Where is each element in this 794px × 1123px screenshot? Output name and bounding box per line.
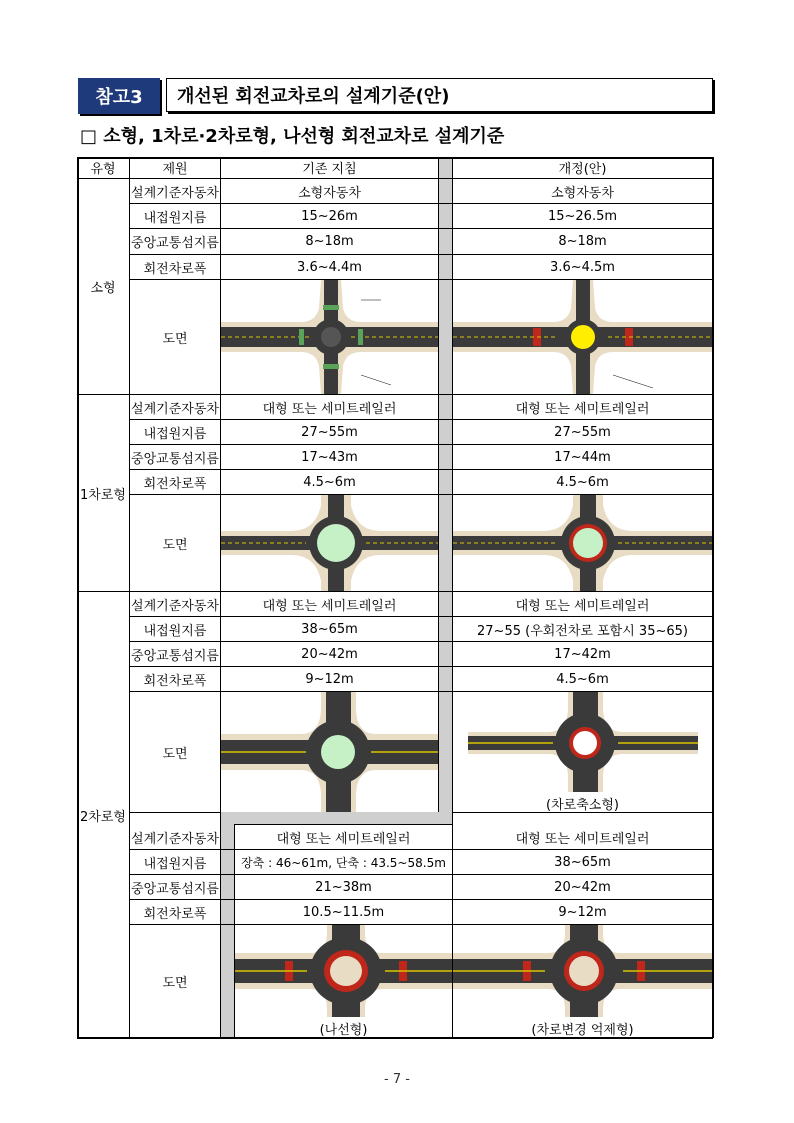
col-header-existing: 기존 지침 [302,162,357,177]
design-criteria-table [77,157,713,1038]
row-label-vehicle: 설계기준자동차 [131,401,219,417]
two-lane-b-revised-lane: 9~12m [558,904,607,920]
small-revised-vehicle: 소형자동차 [551,185,614,201]
one-lane-existing-lane: 4.5~6m [303,474,356,490]
one-lane-existing-inscribed: 27~55m [301,424,358,440]
small-existing-inscribed: 15~26m [301,208,358,224]
two-lane-b-existing-diagram [235,925,452,1017]
small-existing-apron: 8~18m [305,234,354,249]
two-lane-a-existing-lane: 9~12m [305,671,354,687]
col-header-type: 유형 [90,162,116,177]
row-label-apron: 중앙교통섬지름 [131,236,219,251]
two-lane-a-existing-inscribed: 38~65m [301,621,358,637]
two-lane-b-existing-inscribed: 장축 : 46~61m, 단축 : 43.5~58.5m [241,855,446,870]
row-label-inscribed: 내접원지름 [143,426,207,442]
two-lane-a-existing-diagram [221,692,438,812]
two-lane-b-existing-apron: 21~38m [315,879,372,895]
row-label-apron: 중앙교통섬지름 [131,881,219,897]
row-label-lane: 회전차로폭 [143,906,207,922]
two-lane-b-existing-lane: 10.5~11.5m [302,904,385,920]
small-revised-lane: 3.6~4.5m [550,259,615,275]
row-label-inscribed: 내접원지름 [143,623,207,639]
table-gutter [220,812,234,1038]
two-lane-a-existing-vehicle: 대형 또는 세미트레일러 [262,598,397,614]
row-label-inscribed: 내접원지름 [143,856,207,872]
two-lane-b-revised-inscribed: 38~65m [554,854,611,870]
two-lane-b-revised-diagram [453,925,712,1017]
one-lane-existing-diagram [221,495,438,591]
page-number: - 7 - [384,1072,410,1087]
small-revised-apron: 8~18m [558,234,607,249]
row-label-apron: 중앙교통섬지름 [131,648,219,664]
col-header-revised: 개정(안) [558,162,607,177]
two-lane-b-revised-caption: (차로변경 억제형) [531,1023,634,1038]
one-lane-existing-apron: 17~43m [301,449,358,465]
small-existing-diagram [221,280,438,394]
reference-tag: 참고3 [78,78,160,114]
one-lane-revised-lane: 4.5~6m [556,474,609,490]
one-lane-revised-apron: 17~44m [554,449,611,465]
row-label-apron: 중앙교통섬지름 [131,451,219,467]
two-lane-b-existing-vehicle: 대형 또는 세미트레일러 [276,831,411,847]
one-lane-existing-vehicle: 대형 또는 세미트레일러 [262,401,397,417]
row-label-drawing: 도면 [162,975,188,991]
row-label-vehicle: 설계기준자동차 [131,185,219,201]
row-label-drawing: 도면 [162,537,188,553]
row-label-lane: 회전차로폭 [143,476,207,492]
two-lane-a-revised-caption: (차로축소형) [546,798,619,813]
two-lane-b-revised-vehicle: 대형 또는 세미트레일러 [515,831,650,847]
one-lane-revised-inscribed: 27~55m [554,424,611,440]
two-lane-a-revised-apron: 17~42m [554,646,611,662]
row-label-inscribed: 내접원지름 [143,210,207,226]
group-two-lane: 2차로형 [80,809,126,825]
two-lane-b-existing-caption: (나선형) [319,1023,368,1038]
col-header-item: 제원 [162,162,188,177]
row-label-drawing: 도면 [162,331,188,347]
two-lane-a-revised-vehicle: 대형 또는 세미트레일러 [515,598,650,614]
two-lane-b-revised-apron: 20~42m [554,879,611,895]
small-existing-vehicle: 소형자동차 [298,185,361,201]
two-lane-a-existing-apron: 20~42m [301,646,358,662]
one-lane-revised-vehicle: 대형 또는 세미트레일러 [515,401,650,417]
row-label-lane: 회전차로폭 [143,261,207,277]
small-revised-diagram [453,280,712,394]
row-label-drawing: 도면 [162,746,188,762]
row-label-vehicle: 설계기준자동차 [131,831,219,847]
row-label-vehicle: 설계기준자동차 [131,598,219,614]
small-revised-inscribed: 15~26.5m [547,208,618,224]
table-gutter [220,812,452,824]
two-lane-a-revised-lane: 4.5~6m [556,671,609,687]
one-lane-revised-diagram [453,495,712,591]
small-existing-lane: 3.6~4.4m [297,259,362,275]
row-label-lane: 회전차로폭 [143,673,207,689]
page-title: 개선된 회전교차로의 설계기준(안) [166,78,713,112]
group-small: 소형 [90,281,116,296]
group-one-lane: 1차로형 [80,487,126,503]
section-heading: □ 소형, 1차로·2차로형, 나선형 회전교차로 설계기준 [80,126,505,147]
two-lane-a-revised-inscribed: 27~55 (우회전차로 포함시 35~65) [477,623,688,639]
table-gutter [438,157,452,812]
two-lane-a-revised-diagram [453,692,712,792]
